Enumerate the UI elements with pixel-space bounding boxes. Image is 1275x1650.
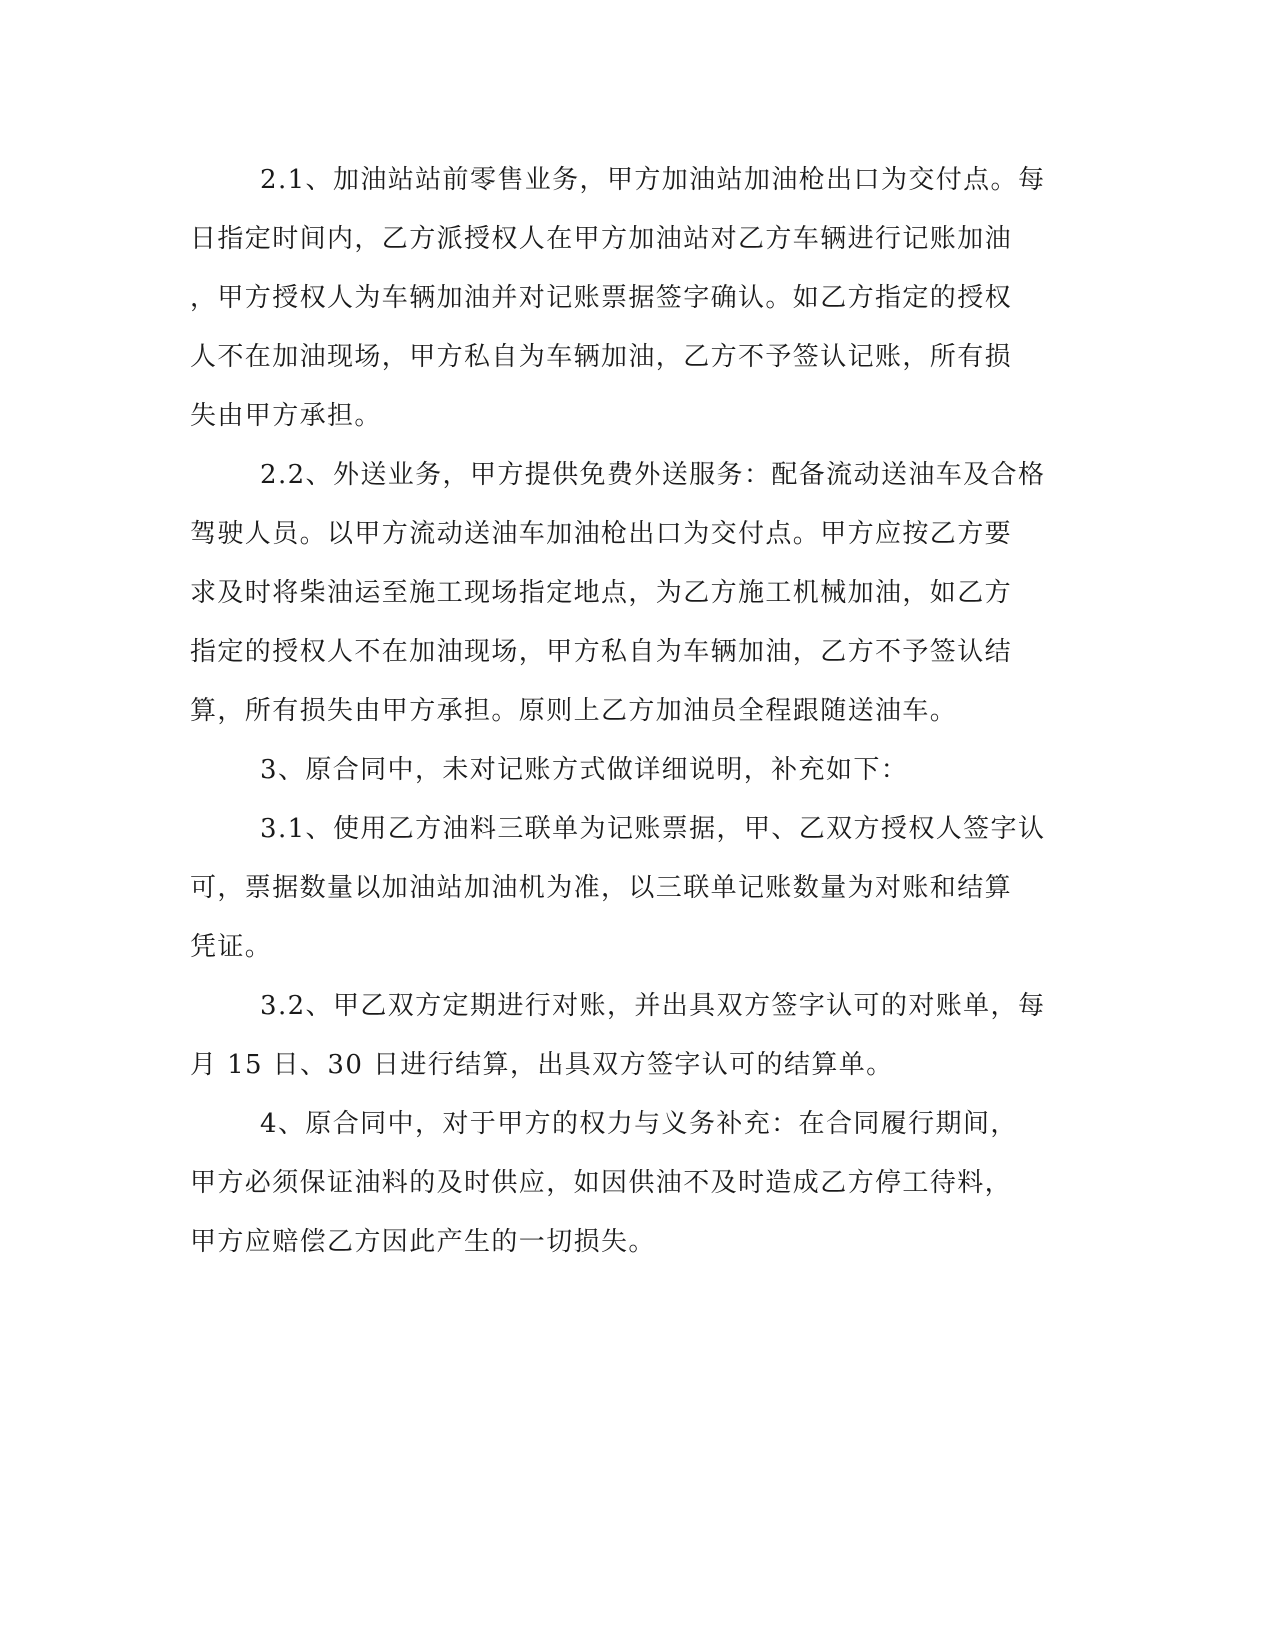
paragraph-3-1-line-1: 3.1、使用乙方油料三联单为记账票据，甲、乙双方授权人签字认	[260, 814, 1046, 844]
paragraph-2-1-line-2: 日指定时间内，乙方派授权人在甲方加油站对乙方车辆进行记账加油	[190, 224, 1013, 254]
paragraph-3-1-line-3: 凭证。	[190, 932, 273, 962]
paragraph-3-2-line-2: 月 15 日、30 日进行结算，出具双方签字认可的结算单。	[190, 1050, 894, 1080]
paragraph-3-2-line-1: 3.2、甲乙双方定期进行对账，并出具双方签字认可的对账单，每	[260, 991, 1046, 1021]
paragraph-2-1-line-5: 失由甲方承担。	[190, 401, 382, 431]
paragraph-2-1-line-4: 人不在加油现场，甲方私自为车辆加油，乙方不予签认记账，所有损	[190, 342, 1013, 372]
paragraph-3-line-1: 3、原合同中，未对记账方式做详细说明，补充如下：	[260, 755, 909, 785]
paragraph-3-1-line-2: 可，票据数量以加油站加油机为准，以三联单记账数量为对账和结算	[190, 873, 1013, 903]
paragraph-2-2-line-1: 2.2、外送业务，甲方提供免费外送服务：配备流动送油车及合格	[260, 460, 1046, 490]
paragraph-2-2-line-3: 求及时将柴油运至施工现场指定地点，为乙方施工机械加油，如乙方	[190, 578, 1013, 608]
paragraph-4-line-1: 4、原合同中，对于甲方的权力与义务补充：在合同履行期间，	[260, 1109, 1018, 1139]
paragraph-2-2-line-2: 驾驶人员。以甲方流动送油车加油枪出口为交付点。甲方应按乙方要	[190, 519, 1013, 549]
paragraph-2-2-line-4: 指定的授权人不在加油现场，甲方私自为车辆加油，乙方不予签认结	[190, 637, 1013, 667]
paragraph-2-1-line-3: ，甲方授权人为车辆加油并对记账票据签字确认。如乙方指定的授权	[190, 283, 1013, 313]
paragraph-4-line-2: 甲方必须保证油料的及时供应，如因供油不及时造成乙方停工待料，	[190, 1168, 1013, 1198]
paragraph-2-2-line-5: 算，所有损失由甲方承担。原则上乙方加油员全程跟随送油车。	[190, 696, 958, 726]
paragraph-4-line-3: 甲方应赔偿乙方因此产生的一切损失。	[190, 1227, 656, 1257]
paragraph-2-1-line-1: 2.1、加油站站前零售业务，甲方加油站加油枪出口为交付点。每	[260, 165, 1046, 195]
